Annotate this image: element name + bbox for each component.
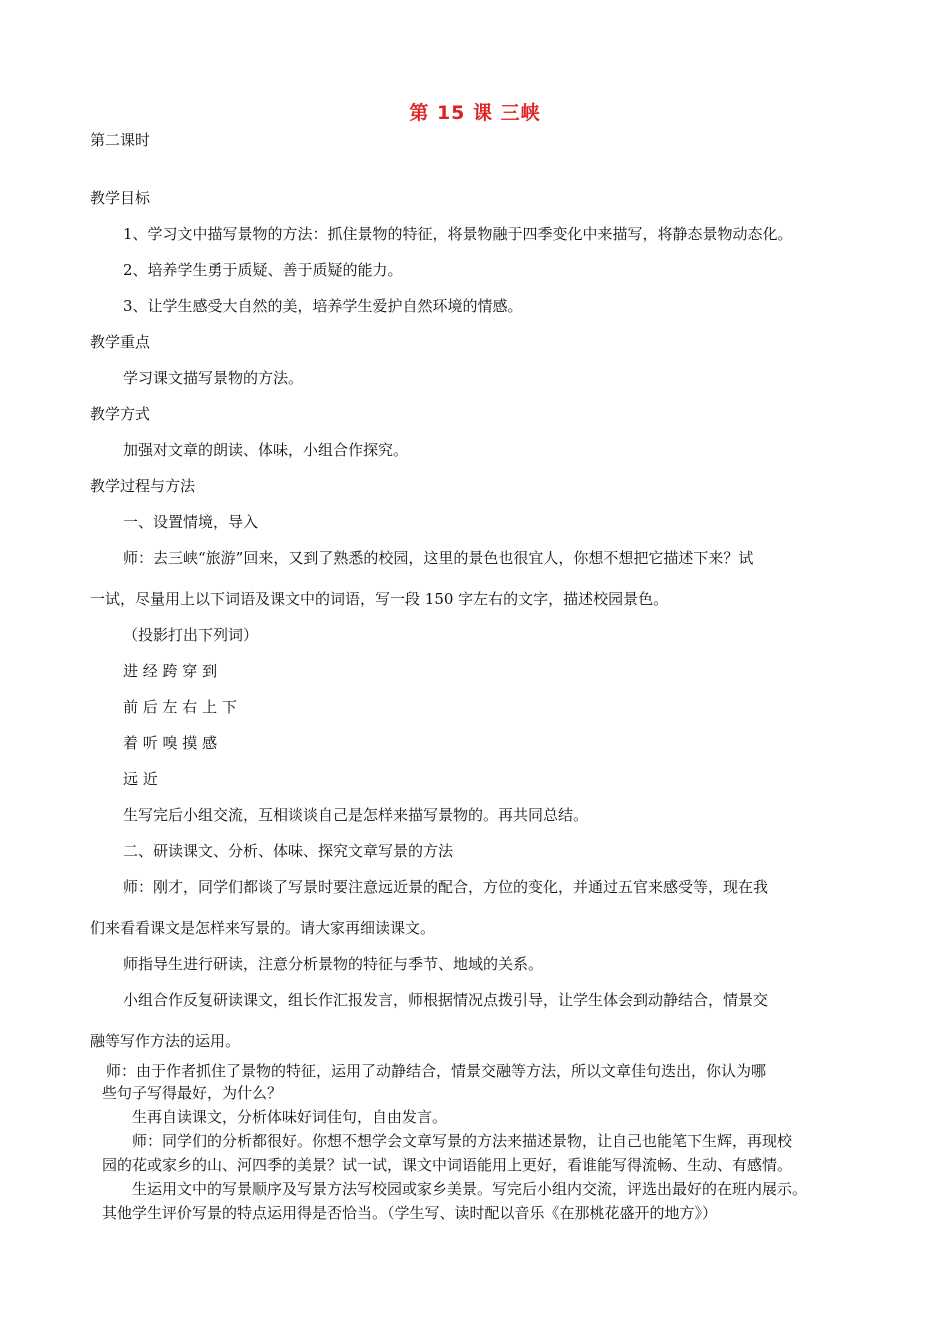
step-1-heading: 一、设置情境，导入 — [123, 513, 259, 531]
group-paragraph-line-2: 融等写作方法的运用。 — [90, 1032, 241, 1050]
teacher-paragraph-4-line-2: 园的花或家乡的山、河四季的美景？试一试，课文中词语能用上更好，看谁能写得流畅、生动、有感情。 — [102, 1156, 793, 1174]
teacher-paragraph-3-line-2: 些句子写得最好，为什么？ — [102, 1084, 283, 1102]
class-period: 第二课时 — [90, 131, 151, 149]
goals-heading: 教学目标 — [90, 189, 151, 207]
teacher-paragraph-2-line-1: 师：刚才，同学们都谈了写景时要注意远近景的配合，方位的变化，并通过五官来感受等，现在我 — [123, 878, 769, 896]
teacher-paragraph-1-line-1: 师：去三峡“旅游”回来，又到了熟悉的校园，这里的景色也很宜人，你想不想把它描述下来？试 — [123, 549, 754, 567]
student-paragraph-3-line-1: 生运用文中的写景顺序及写景方法写校园或家乡美景。写完后小组内交流，评选出最好的在班内展示。 — [132, 1180, 808, 1198]
projection-note: （投影打出下列词） — [123, 626, 259, 644]
process-heading: 教学过程与方法 — [90, 477, 196, 495]
step-2-heading: 二、研读课文、分析、体味、探究文章写景的方法 — [123, 842, 454, 860]
teacher-paragraph-2-line-2: 们来看看课文是怎样来写景的。请大家再细读课文。 — [90, 919, 436, 937]
guide-paragraph: 师指导生进行研读，注意分析景物的特征与季节、地域的关系。 — [123, 955, 544, 973]
focus-heading: 教学重点 — [90, 333, 151, 351]
student-paragraph-1: 生写完后小组交流，互相谈谈自己是怎样来描写景物的。再共同总结。 — [123, 806, 589, 824]
lesson-title: 第 15 课 三峡 — [409, 102, 541, 124]
method-heading: 教学方式 — [90, 405, 151, 423]
teacher-paragraph-4-line-1: 师：同学们的分析都很好。你想不想学会文章写景的方法来描述景物，让自己也能笔下生辉，再现校 — [132, 1132, 793, 1150]
goal-2: 2、培养学生勇于质疑、善于质疑的能力。 — [123, 261, 403, 279]
teacher-paragraph-1-line-2: 一试，尽量用上以下词语及课文中的词语，写一段 150 字左右的文字，描述校园景色。 — [90, 590, 669, 608]
word-list-1: 进 经 跨 穿 到 — [123, 662, 218, 680]
word-list-2: 前 后 左 右 上 下 — [123, 698, 237, 716]
word-list-4: 远 近 — [123, 770, 158, 788]
group-paragraph-line-1: 小组合作反复研读课文，组长作汇报发言，师根据情况点拨引导，让学生体会到动静结合，情景交 — [123, 991, 769, 1009]
teacher-paragraph-3-line-1: 师：由于作者抓住了景物的特征，运用了动静结合，情景交融等方法，所以文章佳句迭出，你认为哪 — [106, 1062, 767, 1080]
student-paragraph-3-line-2: 其他学生评价写景的特点运用得是否恰当。（学生写、读时配以音乐《在那桃花盛开的地方》） — [102, 1204, 718, 1222]
word-list-3: 着 听 嗅 摸 感 — [123, 734, 218, 752]
goal-3: 3、让学生感受大自然的美，培养学生爱护自然环境的情感。 — [123, 297, 523, 315]
focus-text: 学习课文描写景物的方法。 — [123, 369, 304, 387]
goal-1: 1、学习文中描写景物的方法：抓住景物的特征，将景物融于四季变化中来描写，将静态景物动态化。 — [123, 225, 793, 243]
method-text: 加强对文章的朗读、体味，小组合作探究。 — [123, 441, 409, 459]
student-paragraph-2: 生再自读课文，分析体味好词佳句，自由发言。 — [132, 1108, 448, 1126]
